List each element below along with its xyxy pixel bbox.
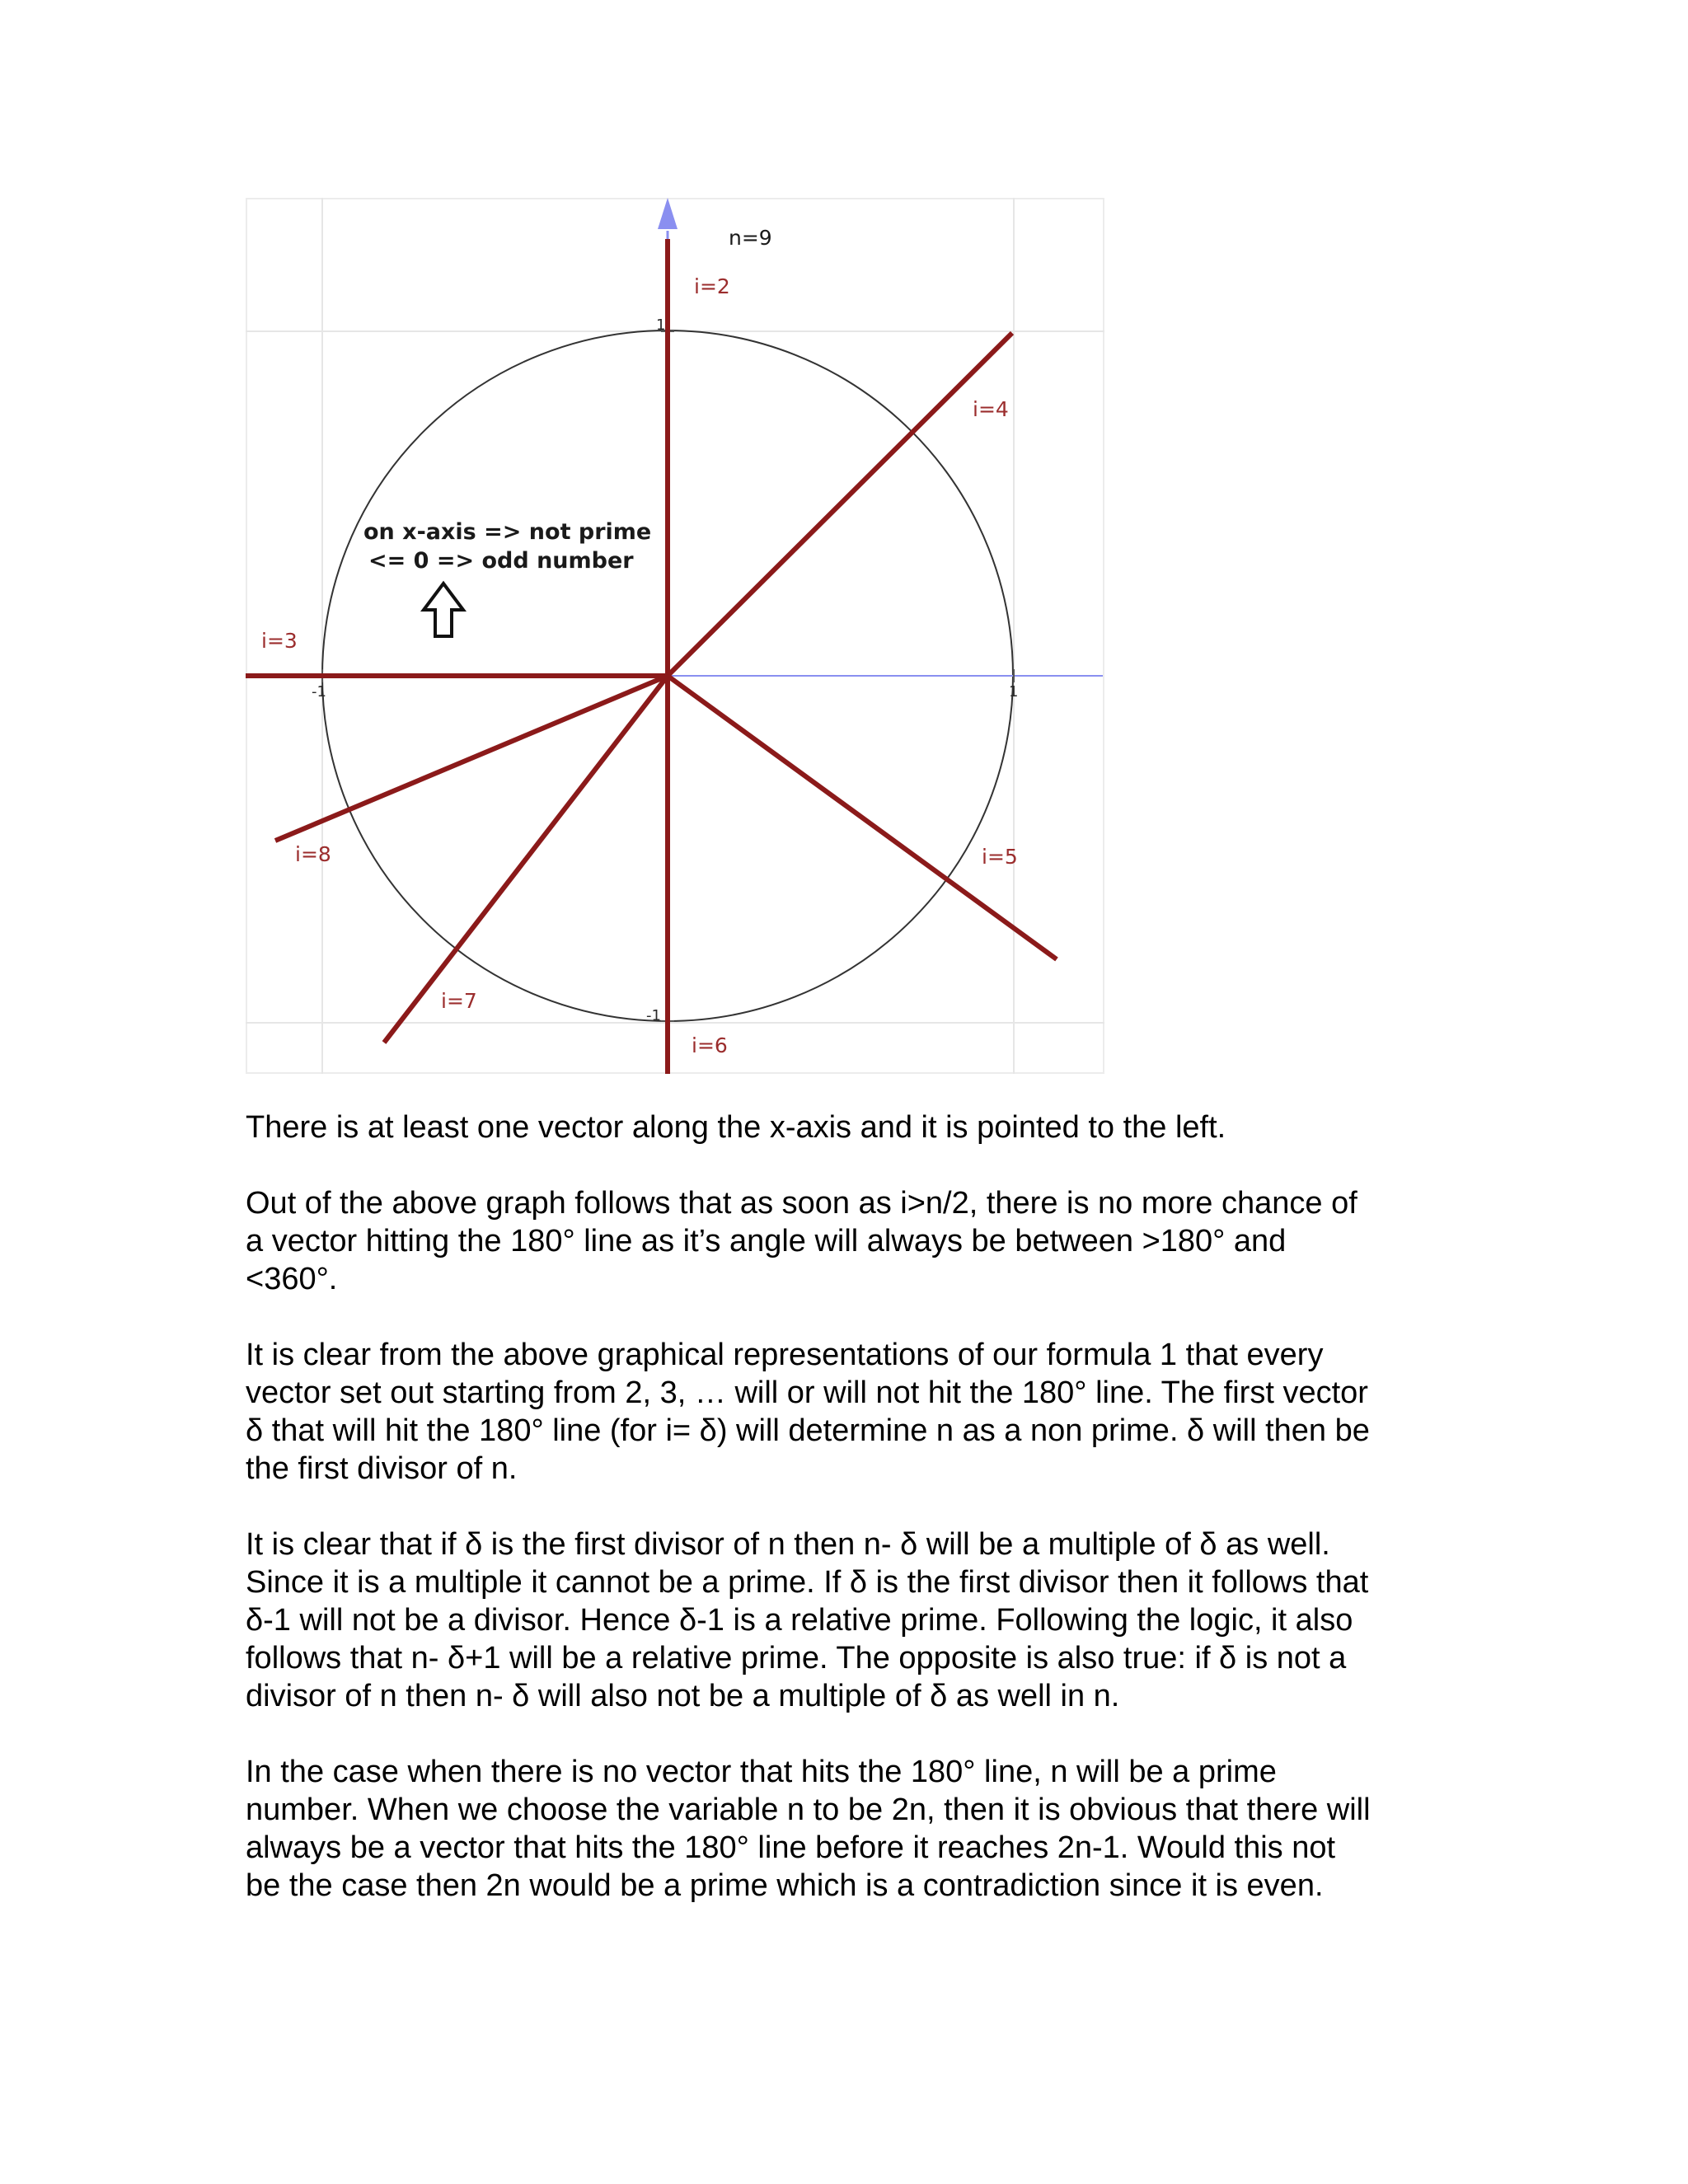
label-i5: i=5 (982, 845, 1018, 869)
label-i8: i=8 (295, 842, 331, 866)
tick-label-bottom: -1 (646, 1007, 661, 1024)
tick-label-left: -1 (312, 683, 326, 701)
label-i2: i=2 (694, 274, 730, 298)
label-i4: i=4 (973, 397, 1009, 421)
label-i7: i=7 (441, 989, 477, 1013)
label-i6: i=6 (692, 1033, 728, 1057)
paragraph-5: In the case when there is no vector that hits the 180° line, n will be a prime number. When we choose the variable n to be 2n, then it is obvious that there will always be a vector that hits the 180° line before it reaches 2n-1. Would this not be the case then 2n would be a prime which is a contradiction since it is even. (246, 1755, 1371, 1903)
paragraph-4: It is clear that if δ is the first divisor of n then n- δ will be a multiple of δ as well. Since it is a multiple it cannot be a prime. If δ is the first divisor then it follows that δ-1 will not be a divisor. Hence δ-1 is a relative prime. Following the logic, it also follows that n- δ+1 will be a relative prime. The opposite is also true: if δ is not a divisor of n then n- δ will also not be a multiple of δ as well in n. (246, 1527, 1369, 1713)
label-i3: i=3 (261, 629, 298, 653)
unit-circle-svg (246, 198, 1104, 1074)
tick-label-top: 1 (656, 316, 666, 334)
paragraph-2: Out of the above graph follows that as soon as i>n/2, there is no more chance of a vector hitting the 180° line as it’s angle will always be between >180° and <360°. (246, 1186, 1357, 1296)
paragraph-1: There is at least one vector along the x-axis and it is pointed to the left. (246, 1110, 1226, 1145)
unit-circle-figure (246, 198, 1104, 1074)
tick-label-right: 1 (1009, 683, 1019, 701)
note-line-2: <= 0 => odd number (368, 548, 634, 574)
note-line-1: on x-axis => not prime (363, 519, 652, 545)
document-text (246, 1108, 1449, 1943)
paragraph-3: It is clear from the above graphical representations of our formula 1 that every vector set out starting from 2, 3, … will or will not hit the 180° line. The first vector δ that will hit the 180° line (for i= δ) will determine n as a non prime. δ will then be the first divisor of n. (246, 1338, 1370, 1486)
n-label: n=9 (729, 226, 772, 250)
